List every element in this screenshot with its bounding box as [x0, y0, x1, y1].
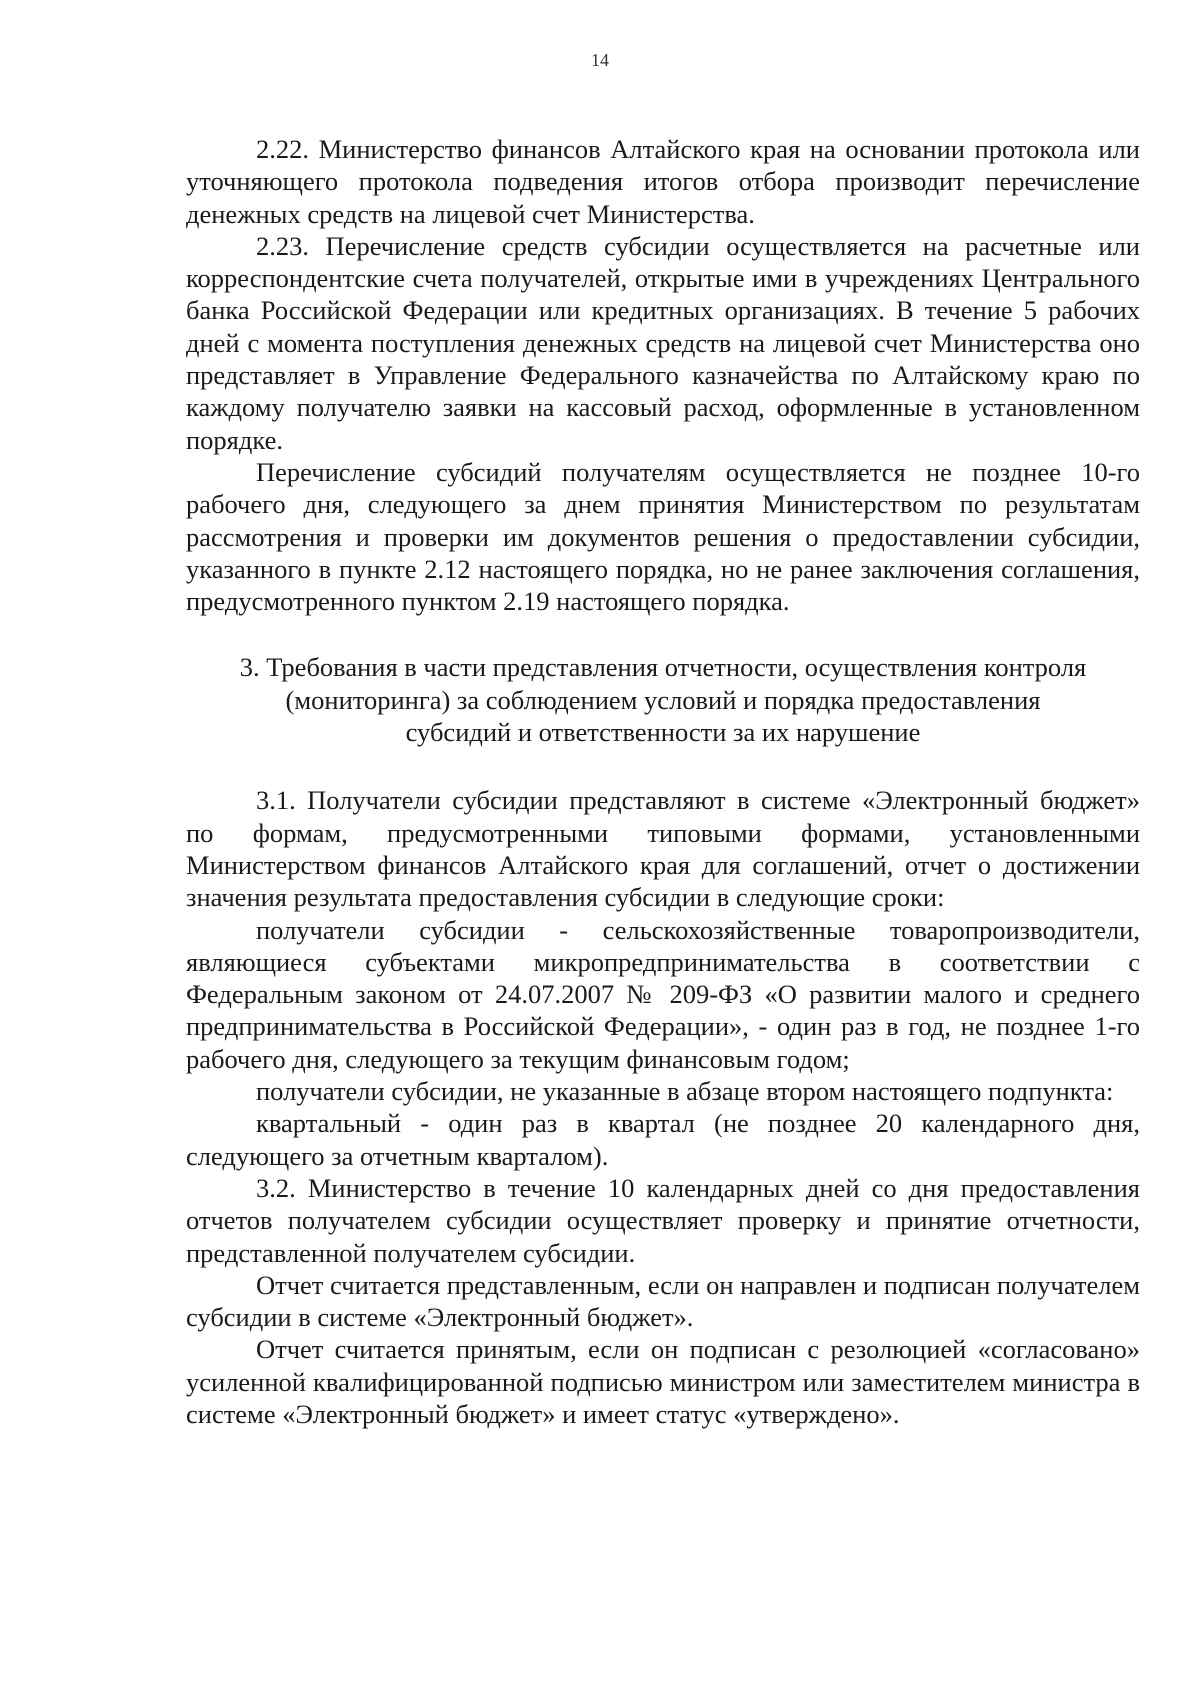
paragraph-report-accepted: Отчет считается принятым, если он подписан с резолюцией «согласовано» усиленной квалифицированной подписью министром или заместителем министра в системе «Электронный бюджет» и имеет статус «утверждено». [186, 1334, 1140, 1429]
paragraph-3-2: 3.2. Министерство в течение 10 календарных дней со дня предоставления отчетов получателем субсидии осуществляет проверку и принятие отчетности, представленной получателем субсидии. [186, 1172, 1140, 1268]
paragraph-recipients-micro: получатели субсидии - сельскохозяйственные товаропроизводители, являющиеся субъектами микропредпринимательства в соответствии с Федеральным законом от 24.07.2007 № 209-ФЗ «О развитии малого и среднего предпринимательства в Российской Федерации», - один раз в год, не позднее 1-го рабочего дня, следующего за текущим финансовым годом; [186, 914, 1140, 1074]
paragraph-subsidy-transfer: Перечисление субсидий получателям осуществляется не позднее 10-го рабочего дня, следующего за днем принятия Министерством по результатам рассмотрения и проверки им документов решения о предоставлении субсидии, указанного в пункте 2.12 настоящего порядка, но не ранее заключения соглашения, предусмотренного пунктом 2.19 настоящего порядка. [186, 456, 1140, 617]
paragraph-quarterly: квартальный - один раз в квартал (не позднее 20 календарного дня, следующего за отчетным кварталом). [186, 1108, 1140, 1171]
paragraph-recipients-other: получатели субсидии, не указанные в абзаце втором настоящего подпункта: [256, 1076, 1114, 1107]
paragraph-3-1: 3.1. Получатели субсидии представляют в системе «Электронный бюджет» по формам, предусмотренными типовыми формами, установленными Министерством финансов Алтайского края для соглашений, отчет о достижении значения результата предоставления субсидии в следующие сроки: [186, 785, 1140, 913]
paragraph-2-22: 2.22. Министерство финансов Алтайского края на основании протокола или уточняющего протокола подведения итогов отбора производит перечисление денежных средств на лицевой счет Министерства. [186, 134, 1140, 229]
document-body [186, 133, 1140, 1430]
paragraph-report-submitted: Отчет считается представленным, если он направлен и подписан получателем субсидии в системе «Электронный бюджет». [186, 1269, 1140, 1333]
page-number: 14 [591, 50, 609, 70]
section-3-heading: 3. Требования в части представления отчетности, осуществления контроля (мониторинга) за соблюдением условий и порядка предоставления субсидий и ответственности за их нарушение [239, 652, 1087, 748]
paragraph-2-23: 2.23. Перечисление средств субсидии осуществляется на расчетные или корреспондентские счета получателей, открытые ими в учреждениях Центрального банка Российской Федерации или кредитных организациях. В течение 5 рабочих дней с момента поступления денежных средств на лицевой счет Министерства оно представляет в Управление Федерального казначейства по Алтайскому краю по каждому получателю заявки на кассовый расход, оформленные в установленном порядке. [186, 230, 1140, 455]
